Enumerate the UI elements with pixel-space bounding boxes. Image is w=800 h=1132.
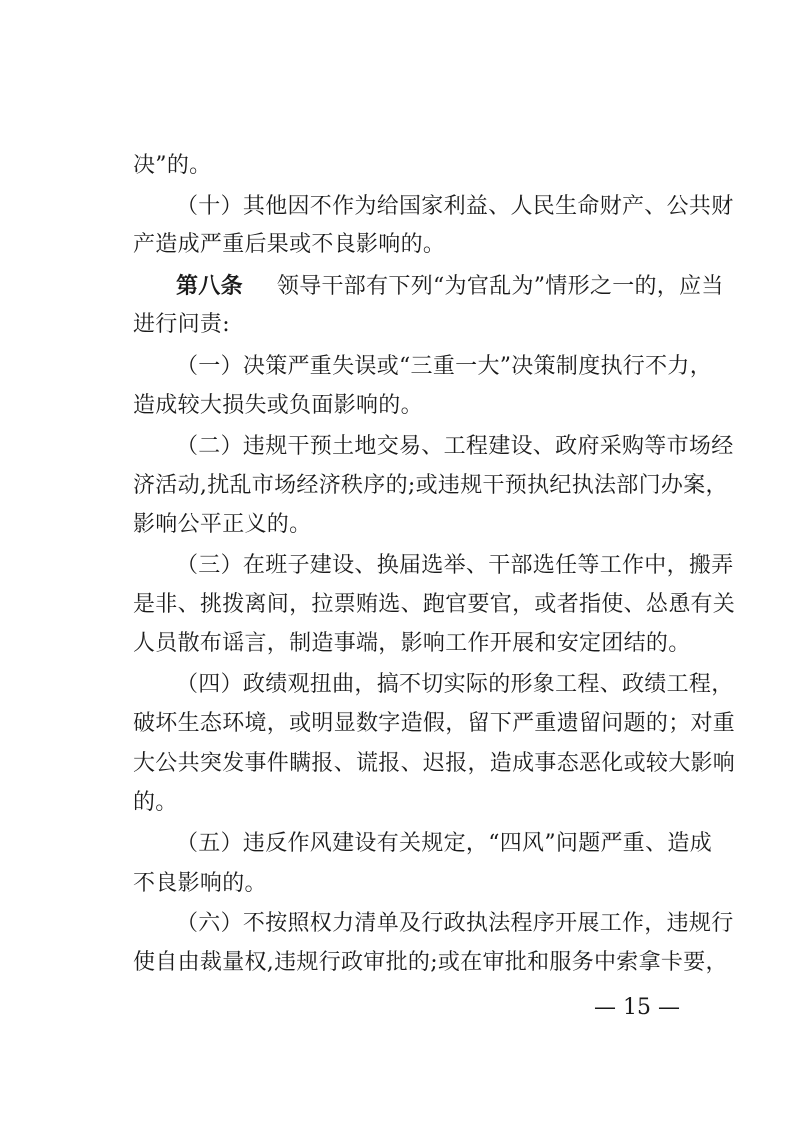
text-line: （一）决策严重失误或“三重一大”决策制度执行不力，: [176, 354, 712, 379]
text-line: （二）违规干预土地交易、工程建设、政府采购等市场经: [176, 434, 734, 459]
text-line: 决”的。: [133, 153, 212, 178]
article-eight-line: [176, 273, 724, 301]
text-line: 破坏生态环境，或明显数字造假，留下严重遗留问题的；对重: [133, 711, 736, 736]
text-line: （六）不按照权力清单及行政执法程序开展工作，违规行: [176, 911, 734, 936]
text-line: 大公共突发事件瞒报、谎报、迟报，造成事态恶化或较大影响: [133, 751, 736, 776]
text-line: （五）违反作风建设有关规定，“四风”问题严重、造成: [176, 831, 712, 856]
text-line: 影响公平正义的。: [133, 512, 312, 537]
text-line: 的。: [133, 790, 178, 815]
text-line: （三）在班子建设、换届选举、干部选任等工作中，搬弄: [176, 553, 734, 578]
text-line: 产造成严重后果或不良影响的。: [133, 232, 446, 257]
article-heading: 第八条: [176, 274, 243, 299]
text-line: 使自由裁量权,违规行政审批的;或在审批和服务中索拿卡要，: [133, 950, 728, 975]
text-line: 不良影响的。: [133, 871, 267, 896]
text-line: 是非、挑拨离间，拉票贿选、跑官要官，或者指使、怂恿有关: [133, 592, 736, 617]
page-number: — 15 —: [594, 995, 680, 1020]
article-text: 领导干部有下列“为官乱为”情形之一的，应当: [276, 274, 724, 299]
text-line: 造成较大损失或负面影响的。: [133, 393, 423, 418]
text-line: （十）其他因不作为给国家利益、人民生命财产、公共财: [176, 194, 734, 219]
text-line: 济活动,扰乱市场经济秩序的;或违规干预执纪执法部门办案，: [133, 473, 728, 498]
text-line: （四）政绩观扭曲，搞不切实际的形象工程、政绩工程，: [176, 672, 734, 697]
text-line: 进行问责:: [133, 312, 230, 337]
text-line: 人员散布谣言，制造事端，影响工作开展和安定团结的。: [133, 631, 691, 656]
